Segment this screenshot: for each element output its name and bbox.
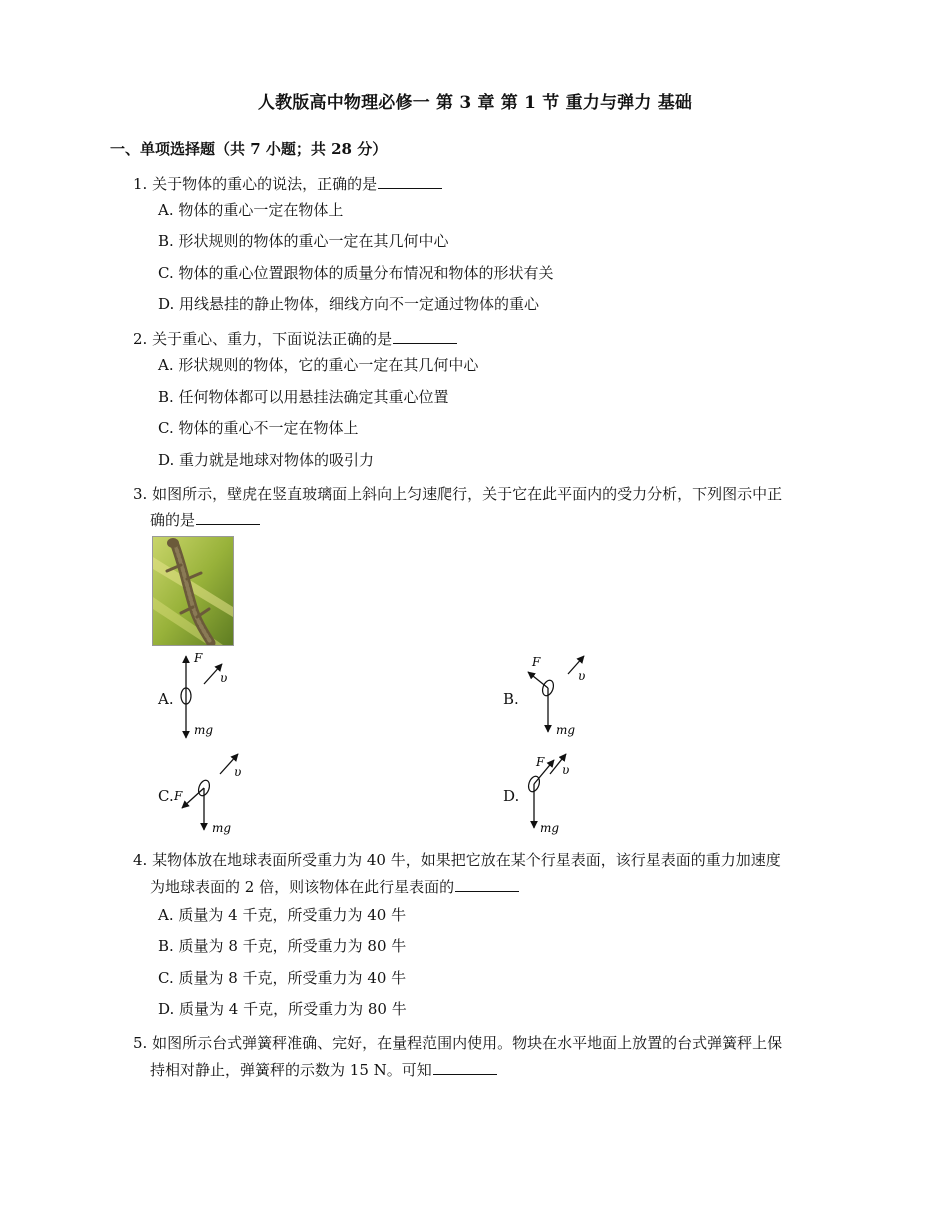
force-mg-label: mg [540,821,560,835]
gecko-photo [152,536,234,646]
question-1-stem: 1. 关于物体的重心的说法，正确的是 [133,173,442,194]
option-2d: D. 重力就是地球对物体的吸引力 [158,451,375,469]
answer-blank [378,174,442,189]
question-2-stem: 2. 关于重心、重力，下面说法正确的是 [133,328,457,349]
velocity-label: υ [220,671,228,685]
gecko-image [153,537,233,645]
figure-option-a-label: A. [158,690,174,708]
velocity-label: υ [578,669,586,683]
question-4-stem-line1: 4. 某物体放在地球表面所受重力为 40 牛，如果把它放在某个行星表面，该行星表面的重力加速度 [133,851,781,869]
question-3-stem-line1: 3. 如图所示，壁虎在竖直玻璃面上斜向上匀速爬行，关于它在此平面内的受力分析，下列图示中正 [133,485,783,503]
question-5-stem-line2: 持相对静止，弹簧秤的示数为 15 N。可知 [150,1059,497,1080]
force-mg-label: mg [212,821,232,835]
velocity-label: υ [562,763,570,777]
page-title: 人教版高中物理必修一 第 3 章 第 1 节 重力与弹力 基础 [257,93,693,113]
question-5-stem-line1: 5. 如图所示台式弹簧秤准确、完好，在量程范围内使用。物块在水平地面上放置的台式弹簧秤上保 [133,1034,783,1052]
velocity-label: υ [234,765,242,779]
option-4c: C. 质量为 8 千克，所受重力为 40 牛 [158,969,407,987]
figure-option-c-label: C. [158,787,174,805]
option-4d: D. 质量为 4 千克，所受重力为 80 牛 [158,1000,407,1018]
question-3-stem-line2: 确的是 [150,509,260,530]
force-f-label: F [532,655,541,669]
option-1d: D. 用线悬挂的静止物体，细线方向不一定通过物体的重心 [158,295,540,313]
answer-blank [455,877,519,892]
option-1c: C. 物体的重心位置跟物体的质量分布情况和物体的形状有关 [158,264,554,282]
option-4a: A. 质量为 4 千克，所受重力为 40 牛 [158,906,407,924]
force-diagram-c [172,748,252,838]
option-1a: A. 物体的重心一定在物体上 [158,201,344,219]
option-4b: B. 质量为 8 千克，所受重力为 80 牛 [158,937,407,955]
force-diagram-d [516,748,596,838]
force-f-arrow [182,788,204,808]
option-2a: A. 形状规则的物体，它的重心一定在其几何中心 [158,356,479,374]
force-diagram-b [520,650,600,742]
force-f-label: F [536,755,545,769]
force-f-arrow [528,672,548,688]
force-mg-label: mg [556,723,576,737]
figure-option-b-label: B. [503,690,519,708]
figure-option-d-label: D. [503,787,520,805]
answer-blank [196,510,260,525]
option-1b: B. 形状规则的物体的重心一定在其几何中心 [158,232,449,250]
force-f-label: F [194,651,203,665]
option-2c: C. 物体的重心不一定在物体上 [158,419,359,437]
answer-blank [393,329,457,344]
force-f-label: F [174,789,183,803]
force-diagram-a [170,648,240,743]
question-4-stem-line2: 为地球表面的 2 倍，则该物体在此行星表面的 [150,876,519,897]
option-2b: B. 任何物体都可以用悬挂法确定其重心位置 [158,388,449,406]
force-mg-label: mg [194,723,214,737]
section-heading: 一、单项选择题（共 7 小题；共 28 分） [110,140,388,158]
answer-blank [433,1060,497,1075]
